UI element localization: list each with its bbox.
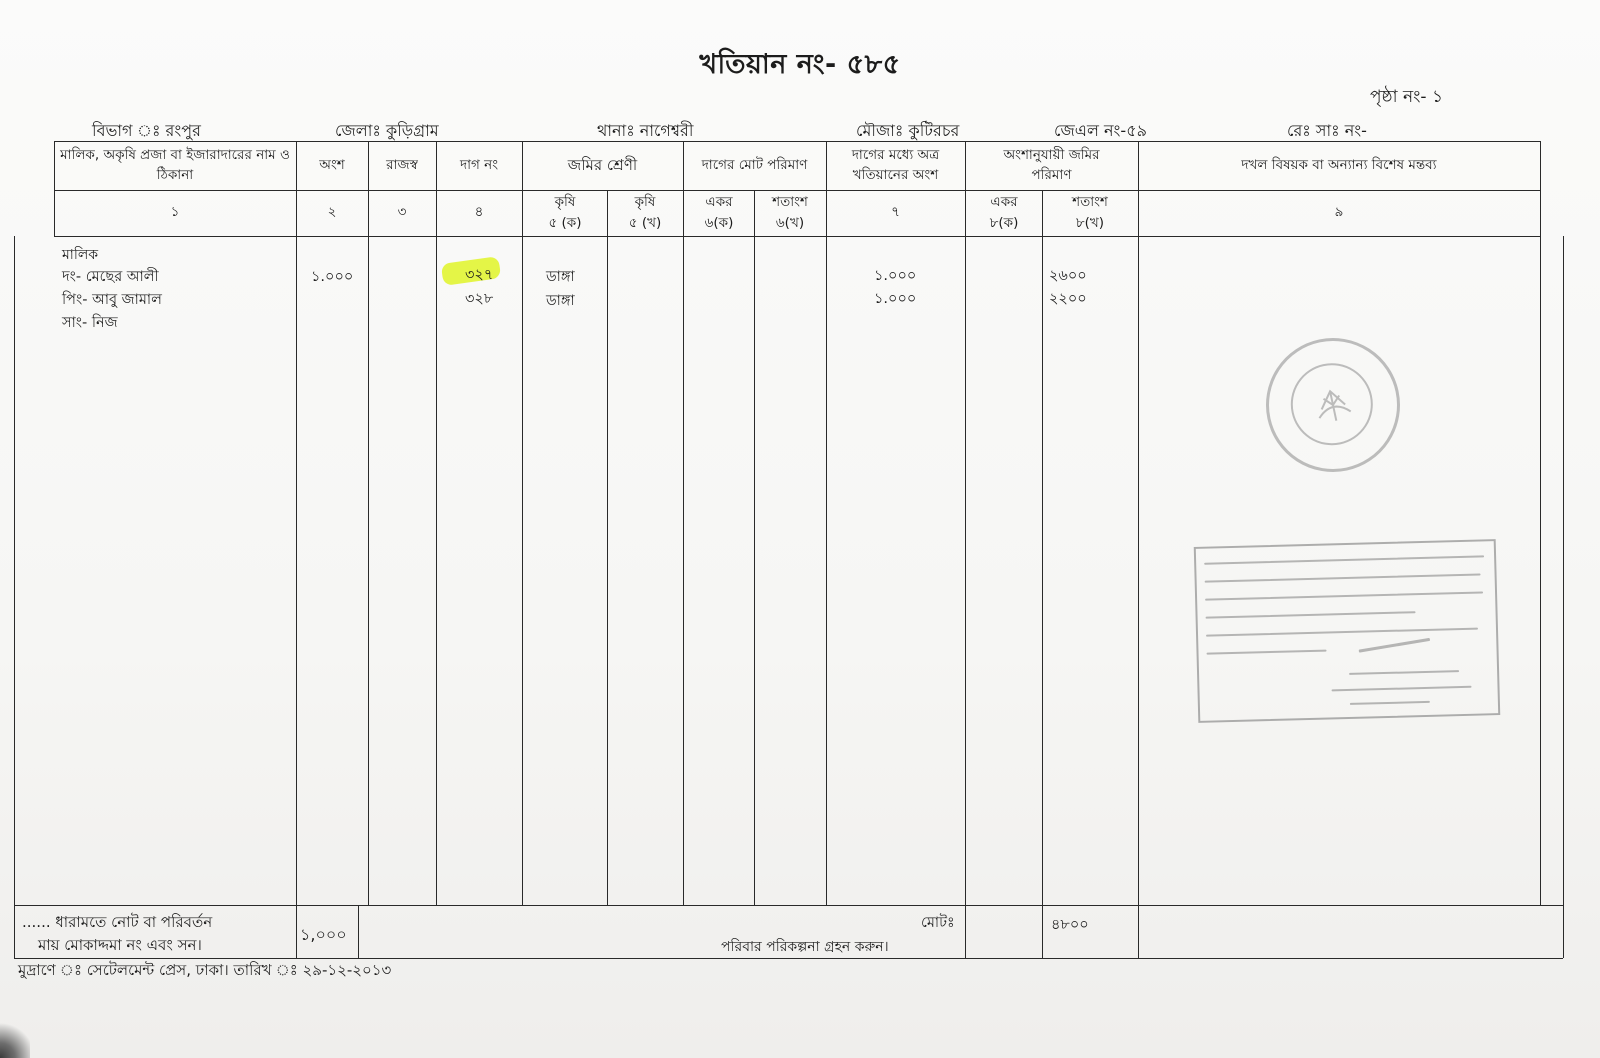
- footer-divider: [358, 905, 359, 958]
- header-revenue: রাজস্ব: [386, 157, 418, 174]
- attestation-stamp: [1194, 539, 1501, 723]
- owner-father: পিং- আবু জামাল: [62, 292, 162, 308]
- header-remarks: দখল বিষয়ক বা অন্যান্য বিশেষ মন্তব্য: [1241, 157, 1437, 174]
- header-dag-share: দাগের মধ্যে অত্র খতিয়ানের অংশ: [851, 147, 940, 183]
- header-land-class: জমির শ্রেণী: [567, 156, 638, 175]
- col-number-3: ৩: [397, 204, 407, 221]
- owner-share: ১.০০০: [311, 269, 354, 285]
- reg-number: রেঃ সাঃ নং-: [1287, 121, 1367, 140]
- col-divider-6: [683, 141, 684, 905]
- khatian-title: খতিয়ান নং- ৫৮৫: [699, 49, 901, 80]
- land-class: ডাঙ্গা: [546, 293, 575, 309]
- thana-label: থানাঃ নাগেশ্বরী: [597, 121, 694, 140]
- header-owner: মালিক, অকৃষি প্রজা বা ইজারাদারের নাম ও ঠিকানা: [60, 147, 290, 183]
- col-divider-9: [965, 141, 966, 958]
- seal-emblem-icon: [1257, 329, 1409, 481]
- col-divider-2: [368, 141, 369, 905]
- number-row-divider: [54, 236, 1540, 237]
- jl-number: জেএল নং-৫৯: [1054, 121, 1147, 140]
- header-divider: [54, 190, 1540, 191]
- header-share-land: অংশানুযায়ী জমির পরিমাণ: [1003, 147, 1100, 183]
- footer-note-line2: মায় মোকাদ্দমা নং এবং সন।: [38, 936, 202, 954]
- page-number: পৃষ্ঠা নং- ১: [1370, 87, 1443, 107]
- owner-address: সাং- নিজ: [62, 315, 118, 331]
- col-divider-8: [826, 141, 827, 905]
- dag-number: ৩২৭: [465, 267, 494, 283]
- subheader-acre-6: একর: [705, 194, 733, 211]
- table-top-border: [54, 141, 1540, 142]
- subheader-shotangsho-8: শতাংশ: [1072, 194, 1108, 211]
- col-divider-1: [296, 141, 297, 958]
- subheader-acre-8: একর: [990, 194, 1018, 211]
- col-left-border: [54, 141, 55, 236]
- total-label: মোটঃ: [921, 915, 955, 931]
- col-number-7: ৭: [891, 204, 900, 221]
- col-divider-7: [754, 190, 755, 905]
- col-number-5a: ৫ (ক): [548, 215, 582, 232]
- col-divider-11: [1138, 141, 1139, 958]
- col-left-border-body: [14, 236, 15, 958]
- col-divider-4: [522, 141, 523, 905]
- col-number-9: ৯: [1334, 204, 1344, 221]
- col-number-6b: ৬(খ): [775, 215, 805, 232]
- header-share: অংশ: [319, 157, 345, 174]
- shotangsho-value: ২৬০০: [1049, 268, 1087, 284]
- col-number-8a: ৮(ক): [989, 215, 1019, 232]
- page-corner-shadow: [0, 1018, 30, 1058]
- col-divider-3: [436, 141, 437, 905]
- col-right-border: [1540, 141, 1541, 905]
- col-divider-5: [607, 190, 608, 905]
- total-share: ১,০০০: [300, 925, 347, 944]
- subheader-shotangsho-6: শতাংশ: [772, 194, 808, 211]
- col-number-1: ১: [170, 204, 180, 221]
- shotangsho-value: ২২০০: [1049, 291, 1087, 307]
- col-number-8b: ৮(খ): [1075, 215, 1105, 232]
- footer-top-border: [14, 905, 1563, 906]
- printer-imprint: মুদ্রাণে ঃ সেটেলমেন্ট প্রেস, ঢাকা। তারিখ ঃ ২৯-১২-২০১৩: [18, 961, 392, 979]
- col-number-4: ৪: [474, 204, 484, 221]
- district-label: জেলাঃ কুড়িগ্রাম: [335, 121, 439, 140]
- total-shotangsho: ৪৮০০: [1051, 917, 1089, 933]
- header-dag-no: দাগ নং: [459, 157, 498, 174]
- land-class-subdivider: [540, 190, 676, 191]
- col-divider-10: [1042, 190, 1043, 958]
- dag-share: ১.০০০: [874, 268, 917, 284]
- dag-share: ১.০০০: [874, 291, 917, 307]
- col-number-6a: ৬(ক): [704, 215, 734, 232]
- mouza-label: মৌজাঃ কুটিরচর: [856, 121, 960, 140]
- land-class: ডাঙ্গা: [546, 269, 575, 285]
- division-label: বিভাগ ঃ রংপুর: [92, 121, 201, 140]
- footer-note-line1: ...... ধারামতে নোট বা পরিবর্তন: [22, 913, 213, 931]
- dag-number: ৩২৮: [465, 291, 494, 307]
- owner-name: দং- মেছের আলী: [62, 269, 159, 285]
- subheader-krishi-b: কৃষি: [634, 194, 656, 211]
- subheader-krishi-a: কৃষি: [554, 194, 576, 211]
- header-total-area: দাগের মোট পরিমাণ: [701, 157, 808, 174]
- col-right-border-body: [1563, 236, 1564, 958]
- family-planning-slogan: পরিবার পরিকল্পনা গ্রহন করুন।: [721, 939, 889, 955]
- owner-label: মালিক: [62, 247, 99, 263]
- col-number-5b: ৫ (খ): [628, 215, 662, 232]
- col-number-2: ২: [327, 204, 337, 221]
